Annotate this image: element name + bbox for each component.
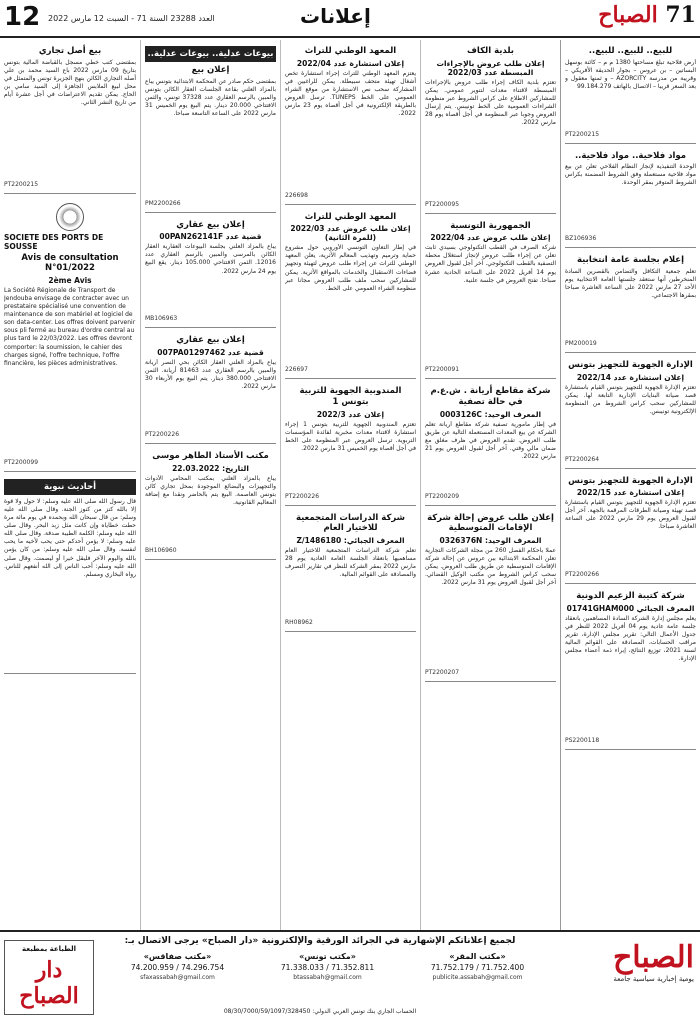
ad-block: [565, 148, 696, 249]
ad-block: [285, 43, 416, 205]
ad-reference-code: BH106960: [145, 546, 177, 554]
printer-box: [4, 940, 94, 1015]
ad-block: [4, 43, 136, 194]
ad-reference-code: PT2200099: [4, 458, 39, 466]
ad-reference-code: PT2200207: [425, 668, 460, 676]
masthead-number: 71: [665, 2, 696, 28]
column-1: [560, 40, 700, 930]
ad-title: بلدية الكاف: [467, 46, 514, 56]
ad-body-text: يباع بالمزاد العلني بجلسة البيوعات العقارية العقار الكائن بالمرسى والمبين بالرسم العقاري عدد 12016. الثمن الافتتاحي 105.000 دينار. يقع البيع يوم 24 مارس 2022.: [145, 243, 276, 275]
ad-subtitle: إعلان عدد 2022/3: [316, 409, 385, 419]
ad-reference-code: PT2200215: [4, 180, 39, 188]
ad-reference-code: 226697: [285, 366, 308, 374]
ad-title: إعلان بيع: [191, 65, 230, 75]
ad-title: المعهد الوطني للتراث: [304, 46, 397, 56]
ad-block: [425, 383, 556, 505]
ad-body-text: La Société Régionale de Transport de Jendouba envisage de contracter avec un prestataire spécialisé une convention de maintenance de son matériel et logiciel de son data-center. Les offres doivent parvenir sous pli fermé au bureau d'ordre central au plus tard le 22/03/2022. Les offres devront comporter: la soumission, le cahier des charges signé, l'offre technique, l'offre financière, les pièces administratives.: [4, 286, 136, 367]
ad-subtitle: إعلان طلب عروض عدد 2022/04: [430, 233, 551, 243]
ad-body-text: في إطار مأمورية تصفية شركة مقاطع أريانة تعلم الشركة عن بيع المعدات المستعملة التالية عن طريق طلب العروض. تقدم العروض في ظرف مغلق مع ضمان مالي وقتي. آخر أجل لقبول العروض يوم 21 مارس 2022.: [425, 420, 556, 460]
ad-block: [425, 218, 556, 380]
ad-title: المندوبية الجهوية للتربية بتونس 1: [299, 386, 402, 407]
ad-title: إعلان بيع عقاري: [176, 335, 245, 346]
page-number: 12: [4, 2, 41, 32]
ad-banner: بيوعات عدلية.. بيوعات عدلية..: [145, 46, 276, 62]
ad-body-text: تعتزم المندوبية الجهوية للتربية بتونس 1 إجراء استشارة لاقتناء معدات مخبرية لفائدة المؤسسات التربوية. ترسل العروض عبر المنظومة على الخط في أجل أقصاه يوم الخميس 31 مارس 2022.: [285, 420, 416, 452]
ad-reference-code: PT2200226: [145, 430, 180, 438]
ads-columns: [0, 40, 700, 930]
page-footer: [0, 930, 700, 1021]
ad-subtitle: المعرف الوحيد: 0326376N: [439, 535, 542, 545]
ad-body-text: بمقتضى حكم صادر عن المحكمة الابتدائية بتونس يباع بالمزاد العلني بقاعة الجلسات العقار الكائن بتونس والمبين بالرسم العقاري عدد 37328 تونس، والثمن الافتتاحي 20.000 دينار. يتم البيع يوم الخميس 31 مارس 2022 على الساعة التاسعة صباحا.: [145, 77, 276, 117]
printer-label: الطباعة بمطبعة: [22, 945, 76, 953]
ad-body-text: تعلم جمعية التكافل والتضامن بالقصرين السادة المنخرطين أنها ستعقد جلستها العامة الانتخابية يوم الأحد 27 مارس 2022 على الساعة العاشرة صباحا بمقرها الاجتماعي.: [565, 267, 696, 300]
ad-block: [565, 43, 696, 144]
company-logo-icon: [56, 203, 84, 231]
ad-body-text: تعتزم الإدارة الجهوية للتجهيز بتونس القيام باستشارة قصد صيانة البنايات الإدارية التابعة لها. يمكن للمشاركين سحب كراس الشروط من المنظومة الإلكترونية تونيبس.: [565, 383, 696, 415]
ad-subtitle: التاريخ: 22.03.2022: [172, 463, 249, 473]
page-header: [0, 0, 700, 38]
ad-block: [285, 209, 416, 380]
ad-reference-code: MB106963: [145, 315, 178, 323]
office-email[interactable]: btassabah@gmail.com: [293, 974, 362, 981]
ad-reference-code: RH08962: [285, 618, 313, 626]
ad-title: مواد فلاحية.. مواد فلاحية..: [574, 150, 687, 161]
ad-subtitle: المعرف الوحيد: 0003126C: [439, 409, 542, 419]
issue-info: العدد 23288 السنة 71 - السبت 12 مارس 2022: [48, 14, 215, 23]
ad-body-text: في إطار التعاون التونسي الأوروبي حول مشروع حماية وترميم وتهذيب المعالم الأثرية، يعلن المعهد الوطني للتراث عن إجراء طلب عروض لتهيئة وتجهيز فضاءات الاستقبال والخدمات بالمواقع الأثرية. يمكن للمشاركين سحب ملف طلب العروض مجانا عبر منظومة الشراء العمومي على الخط.: [285, 244, 416, 292]
column-2: [420, 40, 560, 930]
office-name: «مكتب صفاقس»: [143, 952, 212, 961]
ad-block: [285, 383, 416, 505]
office-email[interactable]: publicite.assabah@gmail.com: [432, 974, 523, 981]
office-sfax: [110, 952, 245, 981]
section-title: إعلانات: [300, 4, 371, 28]
ad-company: SOCIETE DES PORTS DE SOUSSE: [4, 232, 104, 251]
printer-name: دار الصباح: [19, 957, 79, 1009]
ad-title: للبيع.. للبيع.. للبيع..: [588, 46, 673, 56]
ad-body-text: أرض فلاحية تبلغ مساحتها 1380 م م – كائنة بوسهل البساتين – بن عروس – بجوار الحديقة الأفريكي – وقريبة من مدرسة AZORCITY – و ثمنها معقول و بعد السعر قريبا – الاتصال بالهاتف 99.184.279: [565, 58, 696, 90]
ad-reference-code: PM200019: [565, 339, 597, 347]
office-name: «مكتب تونس»: [299, 952, 356, 961]
ad-title: الجمهورية التونسية: [450, 220, 531, 231]
ad-reference-code: 226698: [285, 191, 308, 199]
ad-title: Avis de consultation N°01/2022: [21, 252, 119, 274]
ad-title: بيع أصل تجاري: [38, 46, 102, 56]
ad-title: مكتب الأستاذ الطاهر موسى: [152, 450, 269, 461]
footer-logo-tagline: يومية إخبارية سياسية جامعة: [613, 975, 694, 983]
ad-title: إعلان بيع عقاري: [176, 219, 245, 230]
ad-reference-code: PT2200264: [565, 455, 600, 463]
office-phone: 71.338.033 / 71.352.811: [280, 963, 375, 972]
ad-body-text: الوحدة التنفيذية لإنجاز النظام الفلاحي تعلن عن بيع مواد فلاحية مستعملة وفق الشروط المضمنة بكراس الشروط المتوفر بمقر الوحدة.: [565, 163, 696, 187]
ad-subtitle: إعلان استشارة عدد 2022/04: [296, 58, 405, 68]
ad-body-text: يعلم مجلس إدارة الشركة السادة المساهمين بانعقاد جلسة عامة عادية يوم 04 أفريل 2022 للنظر في جدول الأعمال التالي: تقرير مجلس الإدارة، تقرير مراقب الحسابات، المصادقة على القوائم المالية لسنة 2021، توزيع النتائج، إبراء ذمة أعضاء مجلس الإدارة.: [565, 614, 696, 663]
ad-block: [565, 357, 696, 469]
masthead-name: الصباح: [598, 2, 658, 28]
column-3: [280, 40, 420, 930]
ad-body-text: تعتزم الإدارة الجهوية للتجهيز بتونس القيام باستشارة قصد تهيئة وصيانة الطرقات المرقمة بالجهة. آخر أجل لقبول العروض يوم 29 مارس 2022 على الساعة العاشرة صباحا.: [565, 499, 696, 531]
ad-subtitle: إعلان طلب عروض عدد 2022/03 (للمرة الثانية): [290, 224, 411, 243]
ad-reference-code: PT2200209: [425, 492, 460, 500]
ad-subtitle: قضية عدد 00PAN262141F: [159, 232, 262, 242]
office-tunis: [260, 952, 395, 981]
office-hq: [410, 952, 545, 981]
ad-subtitle: المعرف الجبائي 01741GHAM000: [566, 603, 695, 613]
office-phone: 74.200.959 / 74.296.754: [130, 963, 225, 972]
ad-title: الإدارة الجهوية للتجهيز بتونس: [568, 359, 693, 370]
ad-subtitle: قضية عدد 007PA01297462: [157, 347, 264, 357]
ad-body-text: يباع بالمزاد العلني بمكتب المحامي الأدوات والتجهيزات والبضائع الموجودة بمحل تجاري كائن بتونس العاصمة. البيع يتم بالحاضر ونقدا مع إضافة المعاليم القانونية.: [145, 474, 276, 506]
office-phone: 71.752.179 / 71.752.400: [430, 963, 525, 972]
office-name: «مكتب المقر»: [449, 952, 506, 961]
ad-block: [565, 473, 696, 585]
office-email[interactable]: sfaxassabah@gmail.com: [140, 974, 215, 981]
ad-title: الإدارة الجهوية للتجهيز بتونس: [568, 475, 693, 486]
ad-title: إعلان طلب عروض إحالة شركة الإقامات المتوسطية: [427, 512, 554, 534]
ad-reference-code: PT2200095: [425, 200, 460, 208]
ad-reference-code: BZ106936: [565, 235, 597, 243]
ad-reference-code: PT2200226: [285, 492, 320, 500]
ad-block: [565, 252, 696, 353]
ad-reference-code: PT2200215: [565, 130, 600, 138]
masthead-logo: [598, 2, 696, 28]
ad-body-text: تعلم شركة الدراسات المتجمعية للاختيار العام مساهميها بانعقاد الجلسة العامة العادية يوم 28 مارس 2022 بمقر الشركة للنظر في تقارير التصرف والمصادقة على القوائم المالية.: [285, 546, 416, 579]
ad-title: إعلام بجلسة عامة انتخابية: [577, 255, 684, 266]
ad-block: [4, 198, 136, 472]
ad-reference-code: PT2200266: [565, 571, 600, 579]
ad-title: شركة مقاطع أريانة . ش.ع.م في حالة تصفية: [430, 386, 551, 407]
column-5: [0, 40, 140, 930]
ad-block: [565, 588, 696, 750]
ad-block: [145, 332, 276, 444]
ad-body-text: يعتزم المعهد الوطني للتراث إجراء استشارة تخص أشغال تهيئة متحف سبيطلة. يمكن للراغبين في المشاركة سحب نص الاستشارة من موقع الشراء العمومي على الخط TUNEPS. ترسل العروض بالطريقة الإلكترونية في أجل أقصاه يوم 23 مارس 2022.: [285, 69, 416, 118]
ad-block: [145, 448, 276, 560]
column-4: [140, 40, 280, 930]
ad-block: [425, 510, 556, 682]
ad-body-text: شركة الصرف في القطب التكنولوجي بسيدي ثابت تعلن عن إجراء طلب عروض لإنجاز استغلال محطة التصفية بالقطب التكنولوجي. آخر أجل لقبول العروض يوم 14 أفريل 2022 على الساعة الحادية عشرة صباحا. تفتح العروض في جلسة علنية.: [425, 244, 556, 284]
ad-body-text: عملا بأحكام الفصل 260 من مجلة الشركات التجارية تعلن المحكمة الابتدائية ببن عروس عن إحالة شركة الإقامات المتوسطية عن طريق طلب العروض. يمكن سحب كراس الشروط من مكتب الوكيل القضائي. آخر أجل لقبول العروض يوم 31 مارس 2022.: [425, 546, 556, 587]
ad-block: [285, 510, 416, 632]
ad-block: [145, 217, 276, 329]
ad-subtitle: إعلان طلب عروض بالإجراءات المبسطة عدد 2022/03: [436, 58, 545, 77]
ad-title: شركة الدراسات المتجمعية للاختيار العام: [295, 512, 406, 534]
ad-reference-code: PT2200091: [425, 366, 460, 374]
ad-body-text: تعتزم بلدية الكاف إجراء طلب عروض بالإجراءات المبسطة لاقتناء معدات لتنوير عمومي. يمكن للمشاركين الاطلاع على كراس الشروط عبر منظومة الشراءات العمومية على الخط تونيبس. يتم إرسال العروض وجوبا عبر المنظومة في أجل أقصاه يوم 28 مارس 2022.: [425, 78, 556, 127]
bank-account-line: الحساب الجاري بنك تونس العربي الدولي: 08/30/7000/59/1097/328450: [223, 1008, 417, 1015]
footer-headline: لجميع إعلاناتكم الإشهارية في الجرائد الورقية والإلكترونية «دار الصباح» يرجى الاتصال بـ:: [124, 936, 516, 946]
ad-body-text: يباع بالمزاد العلني العقار الكائن بحي النصر أريانة والمبين بالرسم العقاري عدد 81463 أريانة. الثمن الافتتاحي 380.000 دينار. يتم البيع يوم الأربعاء 30 مارس 2022.: [145, 358, 276, 391]
ad-title: المعهد الوطني للتراث: [304, 211, 397, 222]
ad-banner: أحاديث نبوية: [4, 479, 136, 495]
ad-body-text: قال رسول الله صلى الله عليه وسلم: لا حول ولا قوة إلا بالله كنز من كنوز الجنة. وقال صلى الله عليه وسلم: من قال سبحان الله وبحمده في يوم مائة مرة حطت خطاياه وإن كانت مثل زبد البحر. وقال صلى الله عليه وسلم: الكلمة الطيبة صدقة. وقال صلى الله عليه وسلم: لا يؤمن أحدكم حتى يحب لأخيه ما يحب لنفسه. وقال صلى الله عليه وسلم: من كان يؤمن بالله واليوم الآخر فليقل خيرا أو ليصمت. وقال صلى الله عليه وسلم: أحب الناس إلى الله أنفعهم للناس. رواه البخاري ومسلم.: [4, 497, 136, 578]
ad-reference-code: PM2200266: [145, 199, 181, 207]
ad-title: شركة كتيبة الزعيم الدونية: [576, 591, 685, 602]
footer-logo-name: الصباح: [612, 940, 694, 975]
ad-subtitle: المعرف الجبائي: 1486180/Z: [296, 535, 405, 545]
ad-block: [145, 43, 276, 213]
ad-subtitle: 2ème Avis: [48, 275, 92, 285]
footer-logo: [544, 940, 694, 1000]
ad-subtitle: إعلان استشارة عدد 2022/15: [576, 488, 685, 498]
ad-reference-code: PS2200118: [565, 736, 600, 744]
ad-subtitle: إعلان استشارة عدد 2022/14: [576, 372, 685, 382]
ad-block: [4, 476, 136, 674]
ad-body-text: بمقتضى كتب خطي مسجل بالقباضة المالية بتونس بتاريخ 09 مارس 2022 باع السيد محمد بن علي أصله التجاري الكائن بنهج الجزيرة تونس والمتمثل في محل لبيع الملابس الجاهزة إلى السيد سامي بن الحاج. يمكن تقديم الاعتراضات في أجل عشرة أيام من تاريخ النشر الثاني.: [4, 58, 136, 107]
ad-block: [425, 43, 556, 214]
